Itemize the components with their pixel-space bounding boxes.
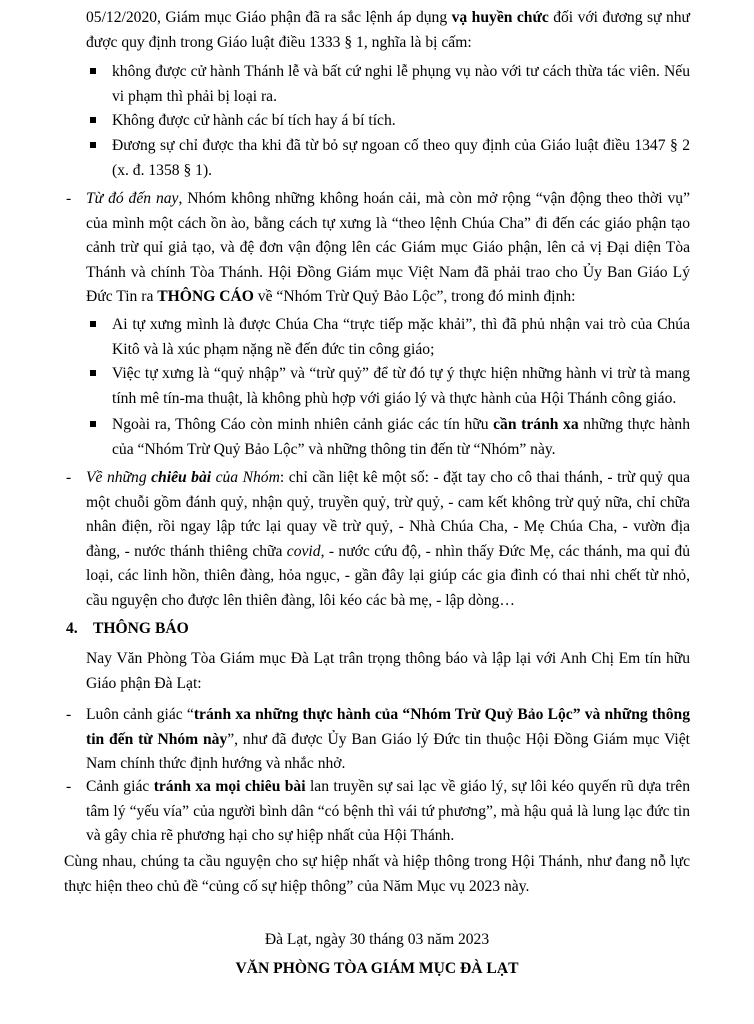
list-item	[112, 413, 690, 462]
intro-bold-penalty: vạ huyền chức	[451, 9, 549, 26]
paragraph-lead-italic: của Nhóm	[211, 469, 280, 486]
bullet-square-icon	[90, 142, 96, 148]
list-item-text: những thực hành của “Nhóm Trừ Quỷ Bảo Lộc” và những thông tin đến từ “Nhóm” này.	[112, 416, 690, 458]
signature-date: Đà Lạt, ngày 30 tháng 03 năm 2023	[264, 931, 490, 948]
list-item-text: Luôn cảnh giác “	[86, 706, 194, 723]
closing-paragraph: Cùng nhau, chúng ta cầu nguyện cho sự hiệp nhất và hiệp thông trong Hội Thánh, như đang nỗ lực thực hiện theo chủ đề “củng cố sự hiệp thông” của Năm Mục vụ 2023 này.	[64, 853, 690, 895]
bullet-square-icon	[90, 321, 96, 327]
list-item-text: Cảnh giác	[86, 778, 154, 795]
intro-paragraph	[86, 6, 690, 55]
section-title: THÔNG BÁO	[93, 620, 189, 637]
intro-text-a: 05/12/2020, Giám mục Giáo phận đã ra sắc lệnh áp dụng	[86, 9, 452, 26]
list-item-text: ”, như đã được Ủy Ban Giáo lý Đức tin thuộc Hội Đồng Giám mục Việt Nam chính thức định hướng và nhắc nhở.	[86, 730, 690, 772]
section-number: 4.	[66, 620, 78, 637]
paragraph-group-activity	[86, 187, 690, 310]
list-item: Ai tự xưng mình là được Chúa Cha “trực tiếp mặc khải”, thì đã phủ nhận vai trò của Chúa Kitô và là xúc phạm nặng nề đến đức tin công giáo;	[112, 316, 690, 358]
dash-marker: -	[66, 706, 72, 723]
list-item: không được cử hành Thánh lễ và bất cứ nghi lễ phụng vụ nào với tư cách thừa tác viên. Nếu vi phạm thì phải bị loại ra.	[112, 63, 690, 105]
dash-marker: -	[66, 469, 72, 486]
dash-marker: -	[66, 778, 72, 795]
paragraph-text: về “Nhóm Trừ Quỷ Bảo Lộc”, trong đó minh định:	[253, 288, 576, 305]
list-item-text: Ngoài ra, Thông Cáo còn minh nhiên cảnh giác các tín hữu	[112, 416, 494, 433]
paragraph-lead-italic: Về những	[86, 469, 152, 486]
paragraph-lead-italic: Từ đó đến nay	[86, 190, 179, 207]
section-intro: Nay Văn Phòng Tòa Giám mục Đà Lạt trân trọng thông báo và lập lại với Anh Chị Em tín hữu Giáo phận Đà Lạt:	[86, 650, 690, 692]
list-item-bold: tránh xa mọi chiêu bài	[153, 778, 306, 795]
dash-marker: -	[66, 190, 72, 207]
list-item-bold: tránh xa những thực hành của “Nhóm Trừ Quỷ Bảo Lộc” và những thông tin đến từ Nhóm này	[86, 706, 690, 748]
list-item	[86, 703, 690, 777]
list-item-text: lan truyền sự sai lạc về giáo lý, sự lôi kéo quyến rũ dựa trên tâm lý “yếu vía” của người bình dân “có bệnh thì vái tứ phương”, mà hậu quả là lung lạc đức tin và gây chia rẽ phương hại cho sự hiệp nhất của Hội Thánh.	[86, 778, 691, 844]
bold-announcement: THÔNG CÁO	[157, 288, 254, 305]
list-item	[86, 775, 690, 849]
list-item: Không được cử hành các bí tích hay á bí tích.	[112, 112, 396, 129]
italic-word: covid	[286, 542, 321, 560]
list-item: Việc tự xưng là “quỷ nhập” và “trừ quỷ” để từ đó tự ý thực hiện những hành vi trừ tà mang tính mê tín-ma thuật, là không phù hợp với giáo lý và thực hành của Hội Thánh công giáo.	[112, 365, 690, 407]
bullet-square-icon	[90, 68, 96, 74]
bullet-square-icon	[90, 370, 96, 376]
signature-office: VĂN PHÒNG TÒA GIÁM MỤC ĐÀ LẠT	[235, 960, 519, 977]
list-item: Đương sự chỉ được tha khi đã từ bỏ sự ngoan cố theo quy định của Giáo luật điều 1347 § 2 (x. đ. 1358 § 1).	[112, 137, 690, 179]
list-item-bold: cần tránh xa	[493, 416, 579, 433]
paragraph-lead-bold-italic: chiêu bài	[151, 469, 212, 486]
paragraph-text: : chỉ cần liệt kê một số: - đặt tay cho cô thai thánh, - trừ quỷ qua một chuỗi gồm đánh quỷ, nhận quỷ, truyền quỷ, trừ quỷ, - cam kết không trừ quỷ nữa, chỉ chữa nhân điện, rồi ngay lập tức lại quay về trừ quỷ, - Nhà Chúa Cha, - Mẹ Chúa Cha, - vườn địa đàng, - nước thánh thiêng chữa	[86, 469, 690, 560]
paragraph-text: , - nước cứu độ, - nhìn thấy Đức Mẹ, các thánh, ma quỉ đủ loại, các linh hồn, thiên đàng, hỏa ngục, - gần đây lại giúp các gia đình có thai nhi chết từ nhỏ, cầu nguyện cho được lên thiên đàng, lôi kéo các bà mẹ, - lập dòng…	[86, 542, 690, 609]
bullet-square-icon	[90, 421, 96, 427]
paragraph-tactics	[86, 466, 690, 613]
intro-text-c: đối với đương sự như được quy định trong Giáo luật điều 1333 § 1, nghĩa là bị cấm:	[86, 9, 691, 51]
bullet-square-icon	[90, 117, 96, 123]
paragraph-text: , Nhóm không những không hoán cải, mà còn mở rộng “vận động theo thời vụ” của mình một cách ồn ào, bằng cách tự xưng là “theo lệnh Chúa Cha” đi đến các giáo phận tạo cảnh trừ quỉ giả tạo, và đệ đơn vận động lên các Giám mục Giáo phận, lên cả vị Đại diện Tòa Thánh và chính Tòa Thánh. Hội Đồng Giám mục Việt Nam đã phải trao cho Ủy Ban Giáo Lý Đức Tin ra	[86, 190, 690, 305]
